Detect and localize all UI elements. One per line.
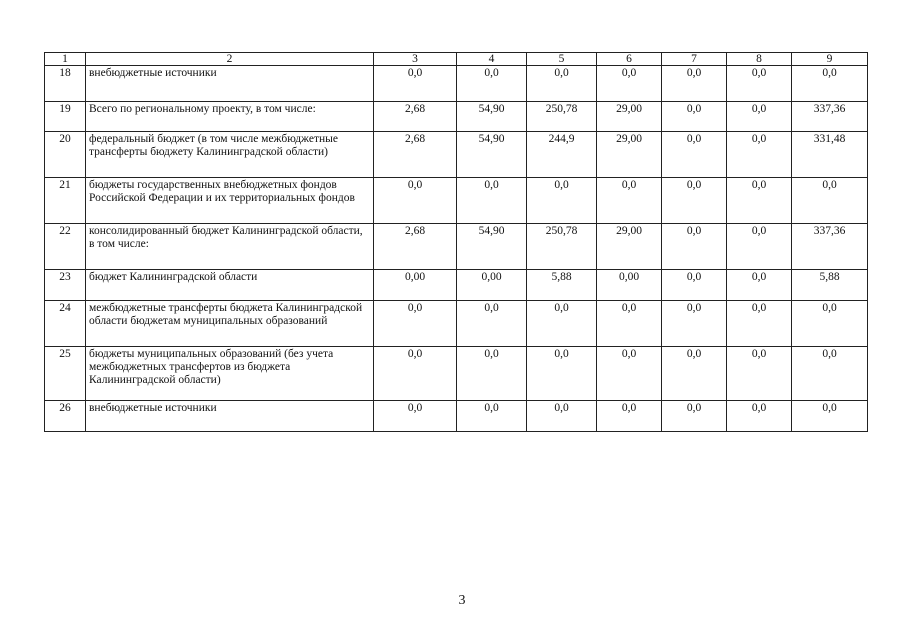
value-cell: 0,0 <box>457 347 527 401</box>
value-cell: 0,0 <box>792 347 868 401</box>
row-number: 22 <box>45 224 86 270</box>
value-cell: 337,36 <box>792 224 868 270</box>
value-cell: 2,68 <box>374 102 457 132</box>
value-cell: 0,0 <box>662 178 727 224</box>
value-cell: 0,0 <box>597 401 662 432</box>
value-cell: 0,0 <box>527 401 597 432</box>
table-row <box>45 132 868 178</box>
row-number: 21 <box>45 178 86 224</box>
page-number: 3 <box>458 593 466 608</box>
value-cell: 0,0 <box>527 178 597 224</box>
value-cell: 0,0 <box>727 178 792 224</box>
value-cell: 54,90 <box>457 224 527 270</box>
table-row <box>45 401 868 432</box>
row-number: 24 <box>45 301 86 347</box>
value-cell: 0,0 <box>662 66 727 102</box>
value-cell: 2,68 <box>374 132 457 178</box>
value-cell: 331,48 <box>792 132 868 178</box>
value-cell: 0,0 <box>662 224 727 270</box>
header-cell: 6 <box>597 53 662 66</box>
table-row <box>45 178 868 224</box>
value-cell: 2,68 <box>374 224 457 270</box>
row-number: 26 <box>45 401 86 432</box>
header-cell: 5 <box>527 53 597 66</box>
value-cell: 0,0 <box>457 178 527 224</box>
value-cell: 0,0 <box>727 224 792 270</box>
value-cell: 0,0 <box>374 66 457 102</box>
value-cell: 0,00 <box>457 270 527 301</box>
value-cell: 0,0 <box>727 132 792 178</box>
value-cell: 29,00 <box>597 102 662 132</box>
value-cell: 0,0 <box>662 270 727 301</box>
value-cell: 0,0 <box>457 401 527 432</box>
row-label: Всего по региональному проекту, в том числе: <box>86 102 374 132</box>
header-cell: 1 <box>45 53 86 66</box>
value-cell: 250,78 <box>527 102 597 132</box>
value-cell: 0,0 <box>374 347 457 401</box>
value-cell: 0,0 <box>597 301 662 347</box>
value-cell: 0,0 <box>727 270 792 301</box>
value-cell: 0,0 <box>662 401 727 432</box>
value-cell: 0,0 <box>374 301 457 347</box>
row-label: бюджет Калининградской области <box>86 270 374 301</box>
value-cell: 250,78 <box>527 224 597 270</box>
value-cell: 0,0 <box>527 347 597 401</box>
value-cell: 29,00 <box>597 132 662 178</box>
table-row <box>45 224 868 270</box>
value-cell: 0,0 <box>527 66 597 102</box>
value-cell: 5,88 <box>527 270 597 301</box>
row-label: межбюджетные трансферты бюджета Калининградской области бюджетам муниципальных образований <box>86 301 374 347</box>
table-header-row <box>45 53 868 66</box>
row-number: 19 <box>45 102 86 132</box>
value-cell: 0,0 <box>374 178 457 224</box>
table-row <box>45 66 868 102</box>
value-cell: 54,90 <box>457 132 527 178</box>
row-number: 23 <box>45 270 86 301</box>
value-cell: 0,0 <box>662 102 727 132</box>
value-cell: 0,0 <box>597 66 662 102</box>
table-row <box>45 301 868 347</box>
row-number: 18 <box>45 66 86 102</box>
value-cell: 244,9 <box>527 132 597 178</box>
value-cell: 0,0 <box>727 401 792 432</box>
value-cell: 5,88 <box>792 270 868 301</box>
header-cell: 7 <box>662 53 727 66</box>
header-cell: 3 <box>374 53 457 66</box>
row-label: бюджеты муниципальных образований (без учета межбюджетных трансфертов из бюджета Калининградской области) <box>86 347 374 401</box>
header-cell: 9 <box>792 53 868 66</box>
row-label: внебюджетные источники <box>86 66 374 102</box>
row-label: бюджеты государственных внебюджетных фондов Российской Федерации и их территориальных фондов <box>86 178 374 224</box>
header-cell: 8 <box>727 53 792 66</box>
value-cell: 0,0 <box>792 401 868 432</box>
value-cell: 0,0 <box>792 301 868 347</box>
value-cell: 0,0 <box>597 178 662 224</box>
value-cell: 29,00 <box>597 224 662 270</box>
row-label: внебюджетные источники <box>86 401 374 432</box>
value-cell: 0,0 <box>727 347 792 401</box>
table-row <box>45 347 868 401</box>
value-cell: 0,0 <box>792 66 868 102</box>
header-cell: 4 <box>457 53 527 66</box>
row-label: консолидированный бюджет Калининградской области, в том числе: <box>86 224 374 270</box>
table-body <box>45 53 868 432</box>
value-cell: 0,0 <box>792 178 868 224</box>
row-number: 20 <box>45 132 86 178</box>
value-cell: 0,00 <box>597 270 662 301</box>
table-row <box>45 102 868 132</box>
value-cell: 54,90 <box>457 102 527 132</box>
header-cell: 2 <box>86 53 374 66</box>
budget-table <box>44 52 868 432</box>
value-cell: 0,0 <box>662 132 727 178</box>
value-cell: 0,0 <box>457 66 527 102</box>
value-cell: 0,0 <box>457 301 527 347</box>
table-row <box>45 270 868 301</box>
value-cell: 0,0 <box>527 301 597 347</box>
value-cell: 0,00 <box>374 270 457 301</box>
value-cell: 0,0 <box>727 301 792 347</box>
value-cell: 0,0 <box>727 66 792 102</box>
row-label: федеральный бюджет (в том числе межбюджетные трансферты бюджету Калининградской области) <box>86 132 374 178</box>
value-cell: 0,0 <box>374 401 457 432</box>
row-number: 25 <box>45 347 86 401</box>
value-cell: 337,36 <box>792 102 868 132</box>
value-cell: 0,0 <box>597 347 662 401</box>
value-cell: 0,0 <box>727 102 792 132</box>
value-cell: 0,0 <box>662 301 727 347</box>
value-cell: 0,0 <box>662 347 727 401</box>
